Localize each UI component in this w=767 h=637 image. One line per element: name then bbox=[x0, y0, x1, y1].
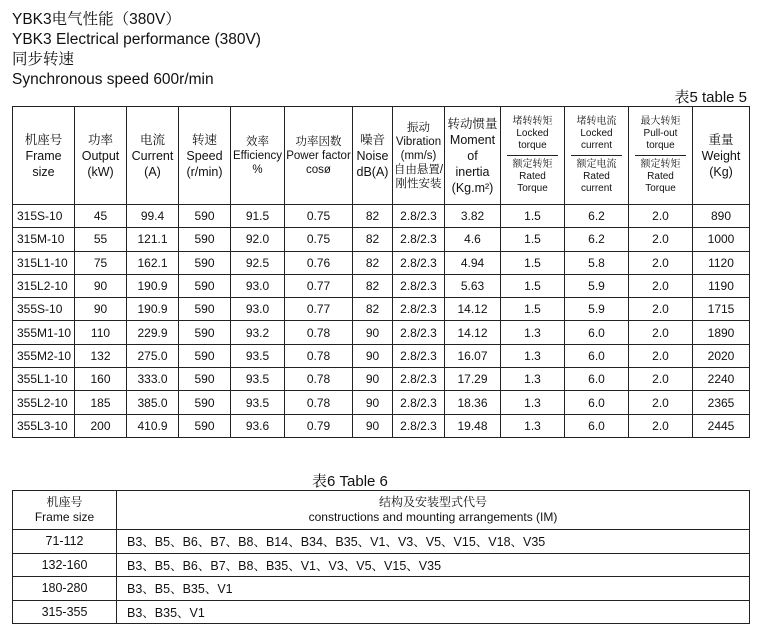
col-current bbox=[127, 107, 179, 205]
cell-frame: 355L1-10 bbox=[13, 368, 75, 391]
hdr-efficiency-en2: % bbox=[252, 163, 263, 176]
col-vibration bbox=[393, 107, 445, 205]
cell-inertia: 16.07 bbox=[445, 344, 501, 367]
cell-locked-torque: 1.5 bbox=[501, 228, 565, 251]
cell-speed: 590 bbox=[179, 391, 231, 414]
cell-efficiency: 93.0 bbox=[231, 298, 285, 321]
col-frame-size bbox=[13, 107, 75, 205]
cell-locked-current: 6.2 bbox=[565, 228, 629, 251]
heading-title-en: YBK3 Electrical performance (380V) bbox=[12, 31, 261, 48]
cell-locked-torque: 1.3 bbox=[501, 344, 565, 367]
hdr-speed-en2: (r/min) bbox=[186, 164, 223, 179]
cell-speed: 590 bbox=[179, 274, 231, 297]
cell-locked-current: 6.0 bbox=[565, 391, 629, 414]
col-locked-current bbox=[565, 107, 629, 205]
cell-frame: 315L1-10 bbox=[13, 251, 75, 274]
cell-frame: 355L2-10 bbox=[13, 391, 75, 414]
cell-vibration: 2.8/2.3 bbox=[393, 251, 445, 274]
t6-hdr-arr-en: constructions and mounting arrangements (IM) bbox=[308, 510, 558, 524]
cell-current: 385.0 bbox=[127, 391, 179, 414]
hdr-locked-torque-top bbox=[507, 116, 558, 156]
cell-vibration: 2.8/2.3 bbox=[393, 321, 445, 344]
hdr-inertia-cn: 转动惯量 bbox=[447, 116, 498, 131]
cell-pullout-torque: 2.0 bbox=[629, 228, 693, 251]
cell-pullout-torque: 2.0 bbox=[629, 368, 693, 391]
table-row bbox=[13, 577, 750, 601]
cell-pullout-torque: 2.0 bbox=[629, 298, 693, 321]
hdr-speed-en1: Speed bbox=[186, 148, 223, 163]
cell-power-factor: 0.78 bbox=[285, 368, 353, 391]
cell-power-factor: 0.75 bbox=[285, 205, 353, 228]
cell-vibration: 2.8/2.3 bbox=[393, 274, 445, 297]
hdr-inertia-en2: of bbox=[467, 148, 478, 163]
col-weight bbox=[693, 107, 750, 205]
cell-vibration: 2.8/2.3 bbox=[393, 205, 445, 228]
cell-locked-current: 6.0 bbox=[565, 368, 629, 391]
table-row bbox=[13, 321, 750, 344]
cell-weight: 1120 bbox=[693, 251, 750, 274]
heading-speed-en: Synchronous speed 600r/min bbox=[12, 71, 214, 88]
cell-noise: 82 bbox=[353, 205, 393, 228]
cell-locked-current: 6.0 bbox=[565, 344, 629, 367]
cell-output: 132 bbox=[75, 344, 127, 367]
hdr-noise-en2: dB(A) bbox=[356, 164, 389, 179]
cell-speed: 590 bbox=[179, 344, 231, 367]
hdr-output-cn: 功率 bbox=[87, 132, 113, 147]
hdr-speed-cn: 转速 bbox=[191, 132, 217, 147]
hdr-po-en2: torque bbox=[646, 140, 675, 151]
cell-frame: 355M2-10 bbox=[13, 344, 75, 367]
cell-speed: 590 bbox=[179, 321, 231, 344]
hdr-vibration-en1: Vibration bbox=[395, 135, 442, 148]
hdr-weight-cn: 重量 bbox=[708, 132, 734, 147]
cell-noise: 82 bbox=[353, 274, 393, 297]
table6-header-row bbox=[13, 491, 750, 530]
cell-efficiency: 92.0 bbox=[231, 228, 285, 251]
cell-noise: 90 bbox=[353, 391, 393, 414]
cell-current: 229.9 bbox=[127, 321, 179, 344]
cell-locked-current: 6.0 bbox=[565, 414, 629, 437]
cell-power-factor: 0.76 bbox=[285, 251, 353, 274]
cell-weight: 1000 bbox=[693, 228, 750, 251]
cell-arrangements: B3、B5、B6、B7、B8、B14、B34、B35、V1、V3、V5、V15、V18、V35 bbox=[117, 530, 750, 554]
table5-caption: 表5 table 5 bbox=[674, 89, 747, 106]
electrical-performance-table bbox=[12, 106, 750, 438]
col-arrangements bbox=[117, 491, 750, 530]
table6-body bbox=[13, 530, 750, 624]
hdr-output-en2: (kW) bbox=[87, 164, 114, 179]
hdr-pf-en1: Power factor bbox=[286, 149, 351, 162]
cell-locked-current: 6.0 bbox=[565, 321, 629, 344]
cell-inertia: 14.12 bbox=[445, 298, 501, 321]
hdr-weight-en1: Weight bbox=[701, 148, 741, 163]
cell-weight: 2445 bbox=[693, 414, 750, 437]
hdr-lc-en3: Rated bbox=[583, 171, 610, 182]
cell-efficiency: 93.2 bbox=[231, 321, 285, 344]
cell-vibration: 2.8/2.3 bbox=[393, 228, 445, 251]
hdr-noise-cn: 噪音 bbox=[359, 132, 385, 147]
cell-weight: 2020 bbox=[693, 344, 750, 367]
table-row bbox=[13, 530, 750, 554]
hdr-po-en4: Torque bbox=[645, 183, 676, 194]
cell-efficiency: 93.5 bbox=[231, 391, 285, 414]
cell-pullout-torque: 2.0 bbox=[629, 414, 693, 437]
col-locked-torque bbox=[501, 107, 565, 205]
col-efficiency bbox=[231, 107, 285, 205]
cell-inertia: 4.6 bbox=[445, 228, 501, 251]
cell-frame-size: 180-280 bbox=[13, 577, 117, 601]
col-power-factor bbox=[285, 107, 353, 205]
cell-frame-size: 71-112 bbox=[13, 530, 117, 554]
hdr-lt-en1: Locked bbox=[516, 128, 549, 139]
cell-pullout-torque: 2.0 bbox=[629, 251, 693, 274]
cell-speed: 590 bbox=[179, 414, 231, 437]
cell-power-factor: 0.77 bbox=[285, 298, 353, 321]
cell-locked-torque: 1.3 bbox=[501, 368, 565, 391]
hdr-lc-en4: current bbox=[580, 183, 613, 194]
hdr-lc-en2: current bbox=[580, 140, 613, 151]
cell-vibration: 2.8/2.3 bbox=[393, 391, 445, 414]
cell-current: 410.9 bbox=[127, 414, 179, 437]
cell-noise: 90 bbox=[353, 344, 393, 367]
col-frame-size bbox=[13, 491, 117, 530]
hdr-po-en1: Pull-out bbox=[643, 128, 678, 139]
cell-vibration: 2.8/2.3 bbox=[393, 298, 445, 321]
cell-efficiency: 93.5 bbox=[231, 344, 285, 367]
cell-weight: 2240 bbox=[693, 368, 750, 391]
cell-efficiency: 91.5 bbox=[231, 205, 285, 228]
table-row bbox=[13, 553, 750, 577]
table-row bbox=[13, 298, 750, 321]
hdr-pf-cn: 功率因数 bbox=[295, 135, 342, 148]
cell-locked-torque: 1.5 bbox=[501, 298, 565, 321]
hdr-locked-current-top bbox=[571, 116, 622, 156]
cell-locked-torque: 1.3 bbox=[501, 391, 565, 414]
col-inertia bbox=[445, 107, 501, 205]
cell-weight: 2365 bbox=[693, 391, 750, 414]
hdr-lt-cn: 堵转转矩 bbox=[512, 116, 553, 127]
table-row bbox=[13, 391, 750, 414]
hdr-lt-cn2: 额定转矩 bbox=[512, 159, 553, 170]
cell-locked-current: 5.8 bbox=[565, 251, 629, 274]
hdr-vibration-en2: (mm/s) bbox=[400, 149, 437, 162]
cell-efficiency: 92.5 bbox=[231, 251, 285, 274]
table-row bbox=[13, 414, 750, 437]
cell-inertia: 5.63 bbox=[445, 274, 501, 297]
cell-output: 45 bbox=[75, 205, 127, 228]
cell-locked-current: 5.9 bbox=[565, 274, 629, 297]
cell-pullout-torque: 2.0 bbox=[629, 321, 693, 344]
table-row bbox=[13, 600, 750, 624]
cell-speed: 590 bbox=[179, 368, 231, 391]
t6-hdr-arr-cn: 结构及安装型式代号 bbox=[378, 495, 487, 509]
heading-title-cn: YBK3电气性能（380V） bbox=[12, 11, 181, 28]
hdr-current-en2: (A) bbox=[144, 164, 161, 179]
page-heading bbox=[12, 10, 261, 90]
table-row bbox=[13, 228, 750, 251]
cell-inertia: 14.12 bbox=[445, 321, 501, 344]
cell-noise: 82 bbox=[353, 228, 393, 251]
hdr-inertia-en1: Moment bbox=[449, 132, 496, 147]
hdr-frame-en2: size bbox=[32, 164, 55, 179]
cell-weight: 1715 bbox=[693, 298, 750, 321]
cell-inertia: 17.29 bbox=[445, 368, 501, 391]
hdr-lt-en2: torque bbox=[518, 140, 547, 151]
cell-pullout-torque: 2.0 bbox=[629, 205, 693, 228]
cell-noise: 82 bbox=[353, 298, 393, 321]
cell-frame: 355L3-10 bbox=[13, 414, 75, 437]
cell-locked-torque: 1.5 bbox=[501, 205, 565, 228]
table-row bbox=[13, 251, 750, 274]
heading-speed-cn: 同步转速 bbox=[12, 51, 75, 68]
hdr-vibration-cn2: 自由悬置/ bbox=[393, 163, 444, 176]
cell-inertia: 19.48 bbox=[445, 414, 501, 437]
cell-frame: 315S-10 bbox=[13, 205, 75, 228]
cell-weight: 1190 bbox=[693, 274, 750, 297]
cell-noise: 90 bbox=[353, 368, 393, 391]
cell-frame-size: 315-355 bbox=[13, 600, 117, 624]
table-row bbox=[13, 344, 750, 367]
hdr-efficiency-cn: 效率 bbox=[246, 135, 269, 148]
cell-output: 55 bbox=[75, 228, 127, 251]
cell-output: 185 bbox=[75, 391, 127, 414]
t6-hdr-frame-cn: 机座号 bbox=[46, 495, 83, 509]
cell-speed: 590 bbox=[179, 205, 231, 228]
cell-speed: 590 bbox=[179, 228, 231, 251]
cell-current: 190.9 bbox=[127, 298, 179, 321]
cell-frame: 355S-10 bbox=[13, 298, 75, 321]
table6-caption: 表6 Table 6 bbox=[312, 473, 388, 490]
cell-current: 99.4 bbox=[127, 205, 179, 228]
cell-power-factor: 0.78 bbox=[285, 321, 353, 344]
hdr-output-en1: Output bbox=[81, 148, 120, 163]
mounting-arrangements-table bbox=[12, 490, 750, 624]
cell-arrangements: B3、B35、V1 bbox=[117, 600, 750, 624]
table5-header-row bbox=[13, 107, 750, 205]
cell-current: 162.1 bbox=[127, 251, 179, 274]
cell-noise: 90 bbox=[353, 321, 393, 344]
cell-inertia: 3.82 bbox=[445, 205, 501, 228]
cell-locked-torque: 1.3 bbox=[501, 414, 565, 437]
cell-output: 75 bbox=[75, 251, 127, 274]
hdr-po-cn2: 额定转矩 bbox=[640, 159, 681, 170]
hdr-lc-cn: 堵转电流 bbox=[576, 116, 617, 127]
cell-locked-torque: 1.5 bbox=[501, 251, 565, 274]
cell-inertia: 4.94 bbox=[445, 251, 501, 274]
cell-vibration: 2.8/2.3 bbox=[393, 414, 445, 437]
hdr-inertia-en3: inertia bbox=[455, 164, 490, 179]
table-row bbox=[13, 205, 750, 228]
cell-current: 275.0 bbox=[127, 344, 179, 367]
cell-power-factor: 0.77 bbox=[285, 274, 353, 297]
cell-output: 90 bbox=[75, 298, 127, 321]
hdr-lt-en3: Rated bbox=[519, 171, 546, 182]
cell-noise: 90 bbox=[353, 414, 393, 437]
cell-weight: 890 bbox=[693, 205, 750, 228]
cell-noise: 82 bbox=[353, 251, 393, 274]
cell-frame: 315M-10 bbox=[13, 228, 75, 251]
cell-efficiency: 93.5 bbox=[231, 368, 285, 391]
cell-vibration: 2.8/2.3 bbox=[393, 344, 445, 367]
hdr-current-en1: Current bbox=[131, 148, 174, 163]
hdr-weight-en2: (Kg) bbox=[709, 164, 733, 179]
cell-output: 160 bbox=[75, 368, 127, 391]
cell-output: 90 bbox=[75, 274, 127, 297]
hdr-lc-en1: Locked bbox=[580, 128, 613, 139]
cell-locked-current: 5.9 bbox=[565, 298, 629, 321]
t6-hdr-frame-en: Frame size bbox=[34, 510, 95, 524]
hdr-vibration-cn: 振动 bbox=[407, 121, 430, 134]
cell-arrangements: B3、B5、B6、B7、B8、B35、V1、V3、V5、V15、V35 bbox=[117, 553, 750, 577]
cell-weight: 1890 bbox=[693, 321, 750, 344]
hdr-lt-en4: Torque bbox=[517, 183, 548, 194]
col-noise bbox=[353, 107, 393, 205]
cell-power-factor: 0.78 bbox=[285, 391, 353, 414]
hdr-efficiency-en1: Efficiency bbox=[232, 149, 282, 162]
col-pullout-torque bbox=[629, 107, 693, 205]
hdr-frame-cn: 机座号 bbox=[24, 132, 63, 147]
cell-power-factor: 0.75 bbox=[285, 228, 353, 251]
cell-speed: 590 bbox=[179, 298, 231, 321]
table5-body bbox=[13, 205, 750, 438]
hdr-po-cn: 最大转矩 bbox=[640, 116, 681, 127]
hdr-current-cn: 电流 bbox=[139, 132, 165, 147]
cell-pullout-torque: 2.0 bbox=[629, 391, 693, 414]
cell-locked-torque: 1.3 bbox=[501, 321, 565, 344]
table-row bbox=[13, 274, 750, 297]
cell-vibration: 2.8/2.3 bbox=[393, 368, 445, 391]
cell-power-factor: 0.79 bbox=[285, 414, 353, 437]
cell-locked-current: 6.2 bbox=[565, 205, 629, 228]
cell-arrangements: B3、B5、B35、V1 bbox=[117, 577, 750, 601]
cell-pullout-torque: 2.0 bbox=[629, 274, 693, 297]
col-speed bbox=[179, 107, 231, 205]
cell-frame: 355M1-10 bbox=[13, 321, 75, 344]
cell-output: 200 bbox=[75, 414, 127, 437]
hdr-po-en3: Rated bbox=[647, 171, 674, 182]
cell-frame: 315L2-10 bbox=[13, 274, 75, 297]
hdr-pullout-top bbox=[635, 116, 686, 156]
hdr-noise-en1: Noise bbox=[356, 148, 389, 163]
hdr-frame-en1: Frame bbox=[25, 148, 62, 163]
cell-speed: 590 bbox=[179, 251, 231, 274]
cell-pullout-torque: 2.0 bbox=[629, 344, 693, 367]
hdr-pf-en2: cosø bbox=[306, 163, 331, 176]
cell-power-factor: 0.78 bbox=[285, 344, 353, 367]
cell-current: 333.0 bbox=[127, 368, 179, 391]
cell-frame-size: 132-160 bbox=[13, 553, 117, 577]
cell-locked-torque: 1.5 bbox=[501, 274, 565, 297]
cell-inertia: 18.36 bbox=[445, 391, 501, 414]
hdr-inertia-en4: (Kg.m²) bbox=[451, 180, 494, 195]
hdr-lc-cn2: 额定电流 bbox=[576, 159, 617, 170]
cell-efficiency: 93.0 bbox=[231, 274, 285, 297]
table-row bbox=[13, 368, 750, 391]
col-output bbox=[75, 107, 127, 205]
cell-efficiency: 93.6 bbox=[231, 414, 285, 437]
hdr-vibration-cn3: 刚性安装 bbox=[395, 177, 442, 190]
cell-current: 121.1 bbox=[127, 228, 179, 251]
cell-output: 110 bbox=[75, 321, 127, 344]
cell-current: 190.9 bbox=[127, 274, 179, 297]
